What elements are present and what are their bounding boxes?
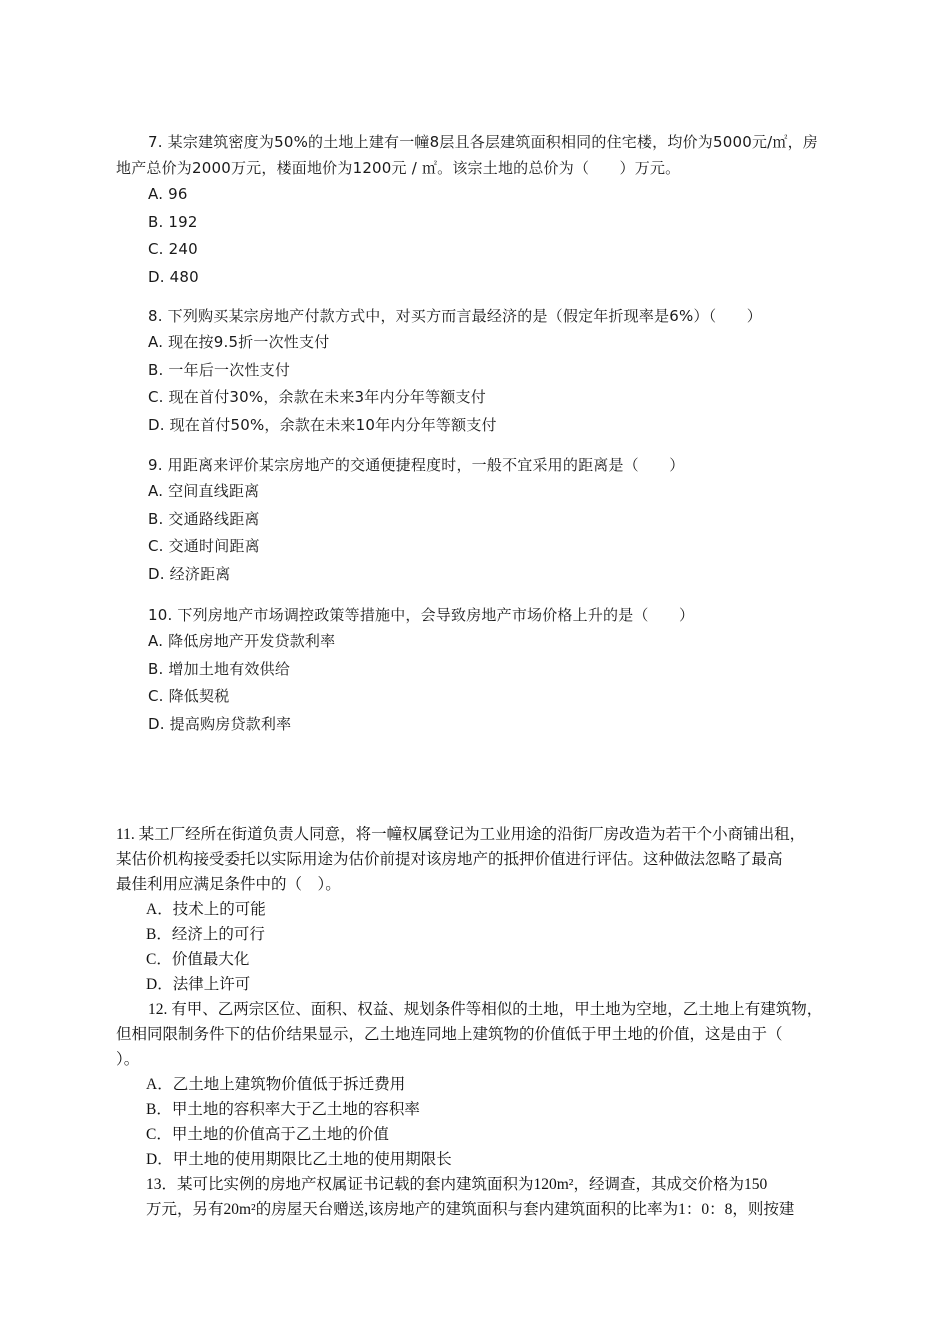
option-c: C. 交通时间距离: [148, 537, 260, 555]
question-12: [116, 997, 856, 1172]
option-a: A. 降低房地产开发贷款利率: [148, 632, 336, 650]
option-b: B. 192: [148, 212, 198, 231]
option-a: A. 96: [148, 185, 188, 203]
question-13: [146, 1172, 856, 1222]
question-stem-cont: 某估价机构接受委托以实际用途为估价前提对该房地产的抵押价值进行评估。这种做法忽略了最高: [116, 851, 783, 868]
question-stem: 8. 下列购买某宗房地产付款方式中，对买方而言最经济的是（假定年折现率是6%）（ ）: [148, 307, 762, 325]
question-stem-cont: 但相同限制务件下的估价结果显示，乙土地连同地上建筑物的价值低于甲土地的价值，这是由于（: [116, 1026, 783, 1043]
option-b: B. 交通路线距离: [148, 509, 260, 528]
question-stem: 10. 下列房地产市场调控政策等措施中，会导致房地产市场价格上升的是（ ）: [148, 606, 695, 624]
option-a: A．技术上的可能: [146, 901, 266, 918]
option-b: B. 一年后一次性支付: [148, 360, 291, 379]
option-c: C. 现在首付30%，余款在未来3年内分年等额支付: [148, 388, 486, 406]
question-stem-cont: 最佳利用应满足条件中的（ ）。: [116, 876, 341, 893]
option-b: B．经济上的可行: [146, 926, 265, 943]
option-c: C．甲土地的价值高于乙土地的价值: [146, 1126, 389, 1143]
question-10: [116, 602, 896, 738]
option-d: D．甲土地的使用期限比乙土地的使用期限长: [146, 1151, 452, 1168]
question-11: [116, 822, 856, 997]
option-d: D．法律上许可: [146, 976, 251, 993]
question-stem-cont: ）。: [116, 1051, 140, 1068]
option-b: B. 增加土地有效供给: [148, 659, 291, 678]
question-stem: 12. 有甲、乙两宗区位、面积、权益、规划条件等相似的土地，甲土地为空地，乙土地上有建筑物，: [148, 1001, 823, 1018]
question-8: [116, 303, 896, 439]
question-stem-cont: 地产总价为2000万元，楼面地价为1200元 / ㎡。该宗土地的总价为（ ）万元。: [116, 159, 681, 177]
option-c: C. 降低契税: [148, 687, 230, 705]
question-7: [116, 129, 896, 291]
option-d: D. 现在首付50%，余款在未来10年内分年等额支付: [148, 415, 497, 434]
option-a: A. 现在按9.5折一次性支付: [148, 333, 330, 351]
option-a: A．乙土地上建筑物价值低于拆迁费用: [146, 1076, 406, 1093]
question-stem: 7. 某宗建筑密度为50%的土地上建有一幢8层且各层建筑面积相同的住宅楼，均价为5000元/㎡，房: [148, 133, 818, 151]
question-9: [116, 452, 896, 588]
option-d: D. 经济距离: [148, 564, 231, 583]
option-c: C．价值最大化: [146, 951, 250, 968]
question-stem: 13．某可比实例的房地产权属证书记载的套内建筑面积为120m²，经调查，其成交价格为150: [146, 1176, 768, 1193]
option-b: B．甲土地的容积率大于乙土地的容积率: [146, 1101, 420, 1118]
question-stem: 9. 用距离来评价某宗房地产的交通便捷程度时，一般不宜采用的距离是（ ）: [148, 456, 685, 474]
option-d: D. 480: [148, 267, 199, 286]
option-a: A. 空间直线距离: [148, 482, 260, 500]
option-c: C. 240: [148, 240, 198, 258]
option-d: D. 提高购房贷款利率: [148, 714, 292, 733]
question-stem-cont: 万元，另有20m²的房屋天台赠送,该房地产的建筑面积与套内建筑面积的比率为1：0：8，则按建: [146, 1201, 795, 1218]
question-stem: 11. 某工厂经所在街道负责人同意，将一幢权属登记为工业用途的沿街厂房改造为若干个小商铺出租，: [116, 826, 806, 843]
